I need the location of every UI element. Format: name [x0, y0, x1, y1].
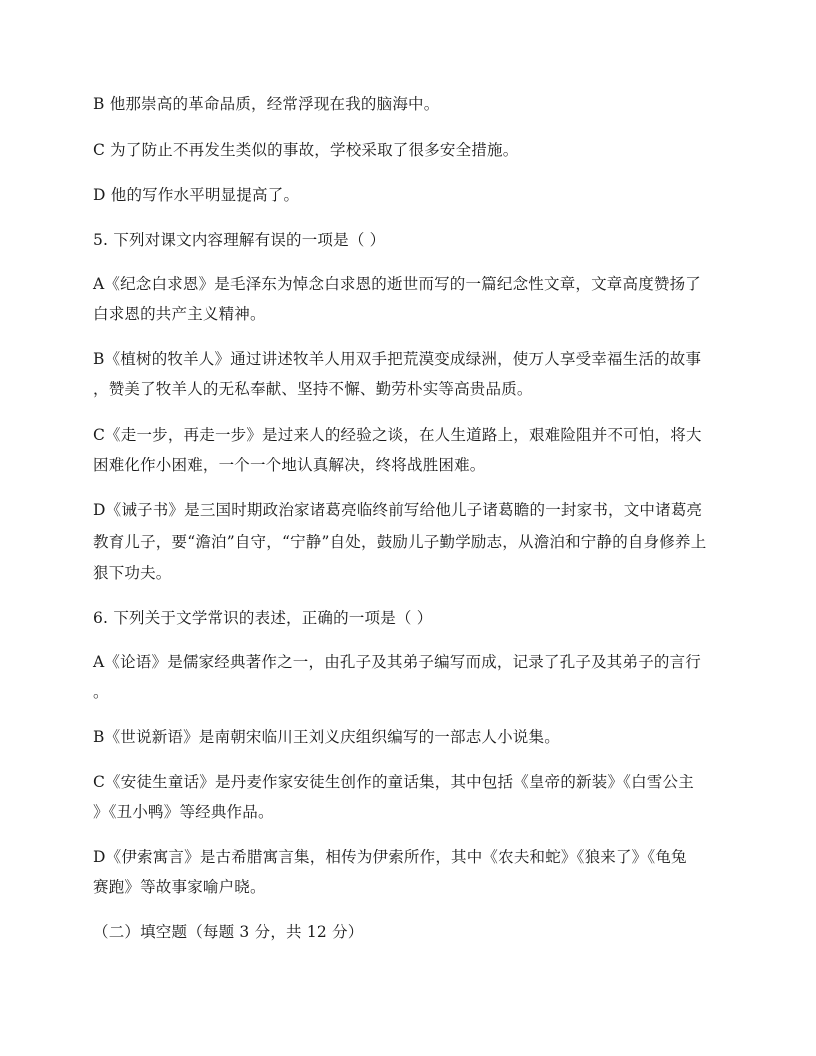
option-c-q4: C 为了防止不再发生类似的事故，学校采取了很多安全措施。 — [93, 141, 519, 159]
section-heading-fill-in: （二）填空题（每题 3 分，共 12 分） — [93, 923, 364, 941]
question-6: 6. 下列关于文学常识的表述，正确的一项是（ ） — [93, 609, 433, 627]
q6-option-a-line1: A《论语》是儒家经典著作之一，由孔子及其弟子编写而成，记录了孔子及其弟子的言行 — [93, 653, 701, 671]
q6-option-d-line2: 赛跑》等故事家喻户晓。 — [93, 878, 266, 896]
option-b-q4: B 他那崇高的革命品质，经常浮现在我的脑海中。 — [93, 95, 440, 113]
q5-option-a-line1: A《纪念白求恩》是毛泽东为悼念白求恩的逝世而写的一篇纪念性文章，文章高度赞扬了 — [93, 275, 701, 293]
q5-option-d-line2: 教育儿子，要“澹泊”自守，“宁静”自处，鼓励儿子勤学励志，从澹泊和宁静的自身修养上 — [93, 533, 707, 551]
q5-option-b-line2: ，赞美了牧羊人的无私奉献、坚持不懈、勤劳朴实等高贵品质。 — [93, 380, 533, 398]
q6-option-c-line1: C《安徒生童话》是丹麦作家安徒生创作的童话集，其中包括《皇帝的新装》《白雪公主 — [93, 773, 694, 791]
q6-option-d-line1: D《伊索寓言》是古希腊寓言集，相传为伊索所作，其中《农夫和蛇》《狼来了》《龟兔 — [93, 848, 687, 866]
q6-option-a-line2: 。 — [93, 683, 109, 701]
question-5: 5. 下列对课文内容理解有误的一项是（ ） — [93, 231, 386, 249]
q5-option-a-line2: 白求恩的共产主义精神。 — [93, 305, 266, 323]
q5-option-c-line1: C《走一步，再走一步》是过来人的经验之谈，在人生道路上，艰难险阻并不可怕，将大 — [93, 426, 702, 444]
q5-option-d-line3: 狠下功夫。 — [93, 564, 172, 582]
q5-option-b-line1: B《植树的牧羊人》通过讲述牧羊人用双手把荒漠变成绿洲，使万人享受幸福生活的故事 — [93, 350, 702, 368]
option-d-q4: D 他的写作水平明显提高了。 — [93, 186, 300, 204]
q5-option-d-line1: D《诫子书》是三国时期政治家诸葛亮临终前写给他儿子诸葛瞻的一封家书，文中诸葛亮 — [93, 501, 703, 519]
q5-option-c-line2: 困难化作小困难，一个一个地认真解决，终将战胜困难。 — [93, 456, 486, 474]
q6-option-c-line2: 》《丑小鸭》等经典作品。 — [93, 803, 274, 821]
q6-option-b: B《世说新语》是南朝宋临川王刘义庆组织编写的一部志人小说集。 — [93, 728, 560, 746]
